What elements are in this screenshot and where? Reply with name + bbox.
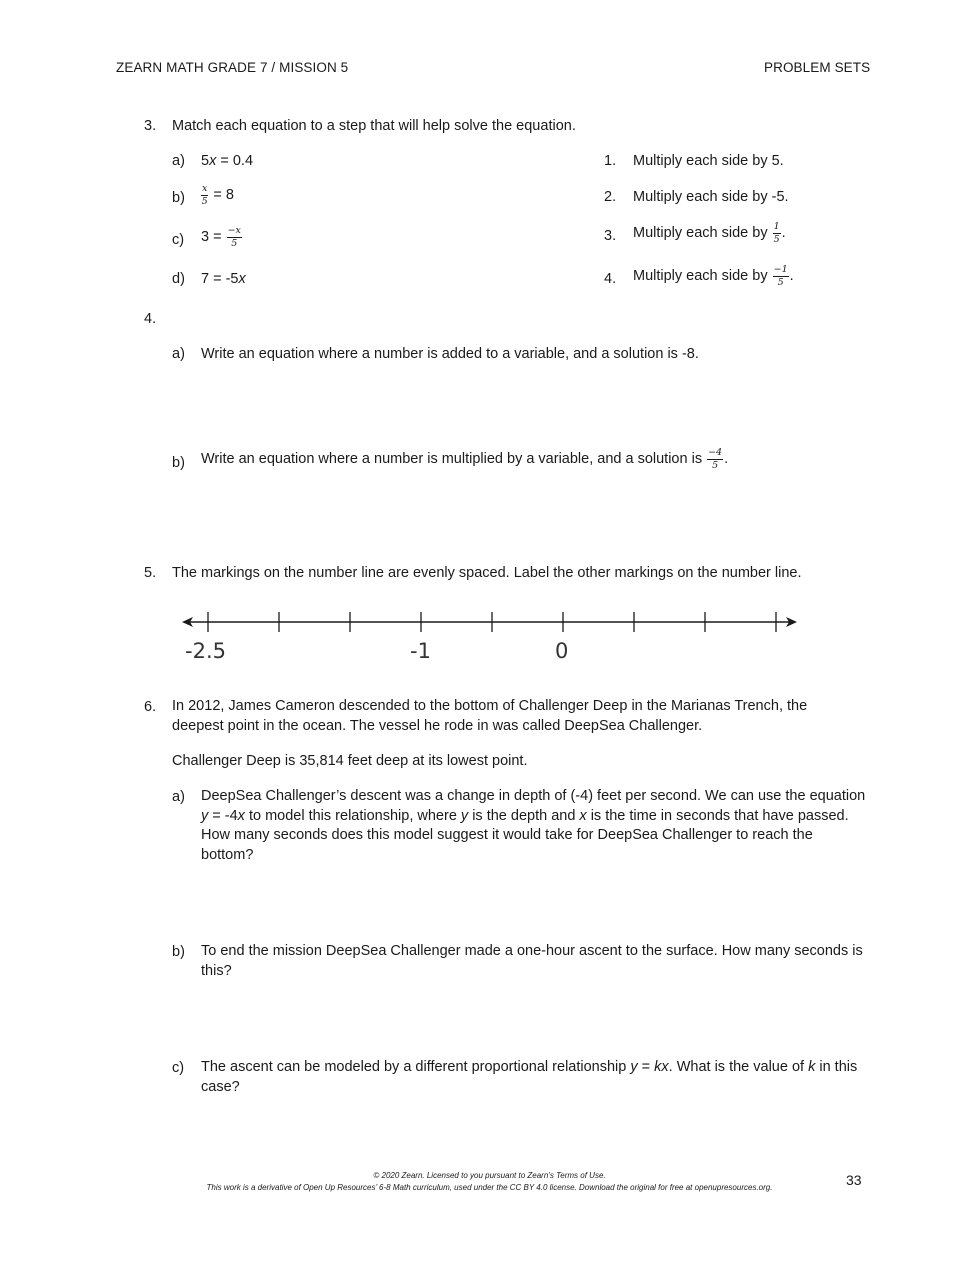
- footer-license: This work is a derivative of Open Up Resources’ 6-8 Math curriculum, used under the CC BY 4.0 license. Download the original for free at openupresources.org.: [206, 1183, 773, 1192]
- q3-step-3-number: 3.: [604, 228, 617, 244]
- q3-step-4: Multiply each side by $\frac{-1}{5}$ .: [633, 264, 794, 288]
- q3-eq-b: $\frac{x}{5}$ = 8: [201, 183, 234, 207]
- q6-c-text: The ascent can be modeled by a different proportional relationship y = kx. What is the value of k in this case?: [201, 1059, 858, 1095]
- q6-c-letter: c): [172, 1060, 185, 1076]
- q6-a-letter: a): [172, 789, 185, 805]
- header-section: PROBLEM SETS: [764, 60, 871, 75]
- q3-step-1-number: 1.: [604, 153, 617, 169]
- q6-b-text: To end the mission DeepSea Challenger made a one-hour ascent to the surface. How many seconds is this?: [201, 943, 863, 979]
- q6-a-text: DeepSea Challenger’s descent was a change in depth of (-4) feet per second. We can use the equation y = -4x to model this relationship, where y is the depth and x is the time in seconds that have passed. How many seconds does this model suggest it would take for DeepSea Challenger to reach the bottom?: [201, 788, 866, 863]
- number-line-label: -2.5: [185, 639, 226, 663]
- q6-number: 6.: [144, 699, 157, 715]
- fraction: $\frac{-4}{5}$: [708, 447, 723, 471]
- q3-eq-a: 5x = 0.4: [201, 153, 254, 169]
- q4-b-letter: b): [172, 455, 185, 471]
- q6-b-letter: b): [172, 944, 185, 960]
- q3-step-2: Multiply each side by -5.: [633, 189, 789, 205]
- page-number: 33: [846, 1172, 862, 1188]
- q5-number: 5.: [144, 565, 157, 581]
- q6-fact: Challenger Deep is 35,814 feet deep at its lowest point.: [172, 753, 528, 769]
- q6-intro: In 2012, James Cameron descended to the bottom of Challenger Deep in the Marianas Trench, the deepest point in the ocean. The vessel he rode in was called DeepSea Challenger.: [172, 698, 808, 734]
- q3-number: 3.: [144, 118, 157, 134]
- q3-step-1: Multiply each side by 5.: [633, 153, 784, 169]
- number-line-label: 0: [555, 639, 569, 663]
- q3-eq-c: 3 = $\frac{-x}{5}$: [201, 225, 241, 249]
- q4-number: 4.: [144, 311, 157, 327]
- q4-a-letter: a): [172, 346, 185, 362]
- q4-b-text: Write an equation where a number is multiplied by a variable, and a solution is $\frac{-4}{5}$ .: [201, 447, 729, 471]
- fraction: $\frac{1}{5}$: [773, 221, 780, 245]
- q5-prompt: The markings on the number line are evenly spaced. Label the other markings on the number line.: [172, 565, 802, 581]
- q4-a-text: Write an equation where a number is added to a variable, and a solution is -8.: [201, 346, 699, 362]
- q3-step-3: Multiply each side by $\frac{1}{5}$ .: [633, 221, 786, 245]
- number-line-label: -1: [410, 639, 431, 663]
- q3-eq-d-letter: d): [172, 271, 185, 287]
- footer-copyright: © 2020 Zearn. Licensed to you pursuant to Zearn’s Terms of Use.: [373, 1171, 606, 1180]
- fraction: $\frac{-1}{5}$: [773, 264, 788, 288]
- q3-eq-a-letter: a): [172, 153, 185, 169]
- q3-prompt: Match each equation to a step that will help solve the equation.: [172, 118, 576, 134]
- q3-eq-c-letter: c): [172, 232, 185, 248]
- q3-eq-d: 7 = -5x: [201, 271, 246, 287]
- q3-step-4-number: 4.: [604, 271, 617, 287]
- q3-step-2-number: 2.: [604, 189, 617, 205]
- q3-eq-b-letter: b): [172, 190, 185, 206]
- fraction: $\frac{-x}{5}$: [227, 225, 241, 249]
- fraction: $\frac{x}{5}$: [201, 183, 208, 207]
- header-title: ZEARN MATH GRADE 7 / MISSION 5: [116, 60, 349, 75]
- number-line: [180, 605, 805, 640]
